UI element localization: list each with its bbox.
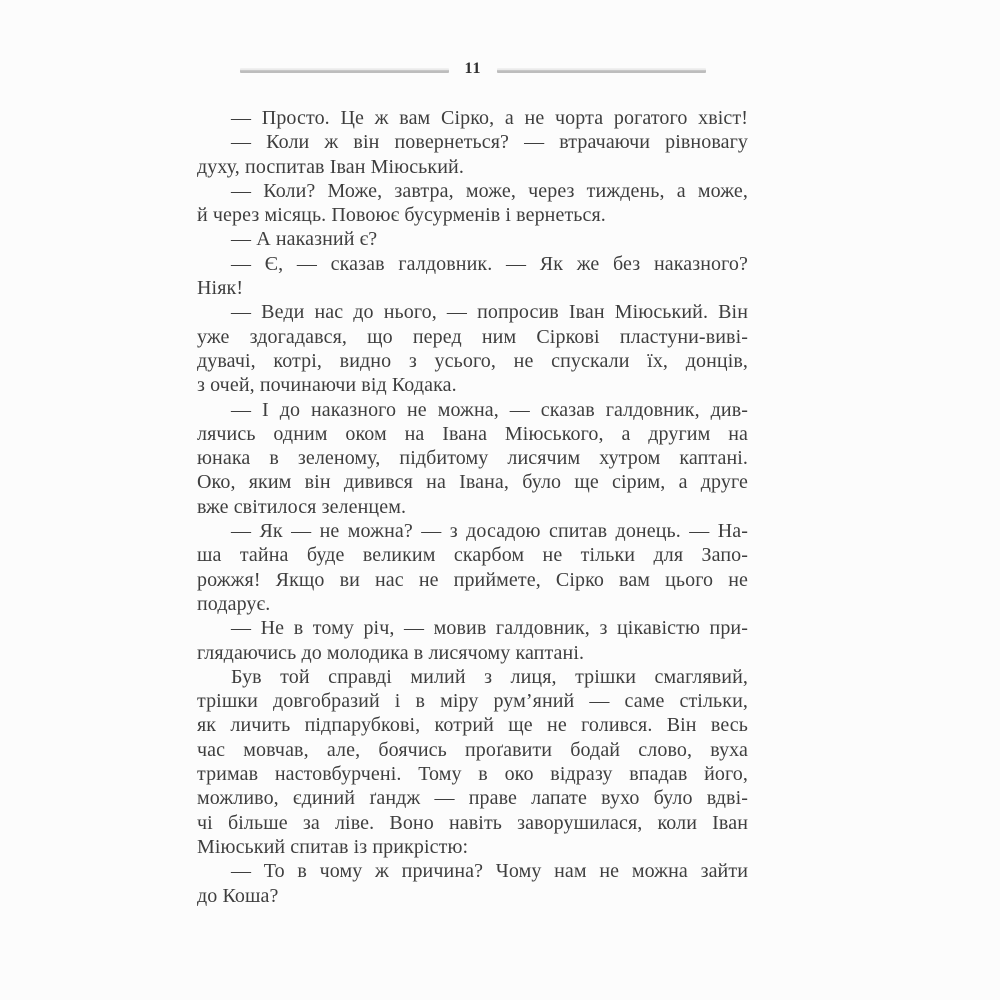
text-line: час мовчав, але, боячись проґавити бодай слово, вуха	[197, 738, 748, 761]
page-number: 11	[464, 60, 482, 77]
text-line: юнака в зеленому, підбитому лисячим хутром каптані.	[197, 447, 748, 470]
header-rule-left	[240, 68, 449, 73]
text-line: рожжя! Якщо ви нас не приймете, Сірко вам цього не	[197, 568, 748, 591]
text-line: ша тайна буде великим скарбом не тільки для Запо-	[197, 544, 748, 567]
text-line: — Є, — сказав галдовник. — Як же без наказного?	[231, 252, 748, 275]
text-line: подарує.	[197, 592, 271, 615]
text-line: до Коша?	[197, 884, 279, 907]
text-line: — Коли ж він повернеться? — втрачаючи рівновагу	[231, 131, 748, 154]
text-line: лячись одним оком на Івана Міюського, а другим на	[197, 422, 748, 445]
text-line: Ніяк!	[197, 277, 244, 300]
text-line: глядаючись до молодика в лисячому каптані.	[197, 641, 585, 664]
text-line: — Не в тому річ, — мовив галдовник, з цікавістю при-	[231, 617, 748, 640]
header-rule-right	[497, 68, 706, 73]
text-line: Був той справді милий з лиця, трішки смаглявий,	[231, 665, 748, 688]
text-line: Око, яким він дивився на Івана, було ще сірим, а друге	[197, 471, 748, 494]
text-line: — Коли? Може, завтра, може, через тиждень, а може,	[231, 179, 748, 202]
text-line: — Веди нас до нього, — попросив Іван Міюський. Він	[231, 301, 748, 324]
text-line: дувачі, котрі, видно з усього, не спускали їх, донців,	[197, 349, 748, 372]
text-line: уже здогадався, що перед ним Сіркові пластуни-виві-	[197, 325, 748, 348]
text-line: — І до наказного не можна, — сказав галдовник, див-	[231, 398, 748, 421]
text-line: — Як — не можна? — з досадою спитав донець. — На-	[231, 520, 748, 543]
text-line: духу, поспитав Іван Міюський.	[197, 155, 464, 178]
text-line: — А наказний є?	[231, 228, 378, 251]
text-line: й через місяць. Повоює бусурменів і вернеться.	[197, 204, 606, 227]
text-line: вже світилося зеленцем.	[197, 495, 407, 518]
page-text	[197, 106, 748, 908]
text-line: чі більше за ліве. Воно навіть заворушилася, коли Іван	[197, 811, 748, 834]
text-line: як личить підпарубкові, котрий ще не голився. Він весь	[197, 714, 748, 737]
text-line: з очей, починаючи від Кодака.	[197, 374, 457, 397]
text-line: — То в чому ж причина? Чому нам не можна зайти	[231, 860, 748, 883]
text-line: можливо, єдиний ґандж — праве лапате вухо було вдві-	[197, 787, 748, 810]
text-line: — Просто. Це ж вам Сірко, а не чорта рогатого хвіст!	[231, 107, 748, 129]
text-line: Міюський спитав із прикрістю:	[197, 835, 469, 858]
text-line: трішки довгобразий і в міру рум’яний — саме стільки,	[197, 690, 748, 713]
text-line: тримав настовбурчені. Тому в око відразу впадав його,	[197, 763, 748, 786]
page-header	[240, 61, 706, 79]
